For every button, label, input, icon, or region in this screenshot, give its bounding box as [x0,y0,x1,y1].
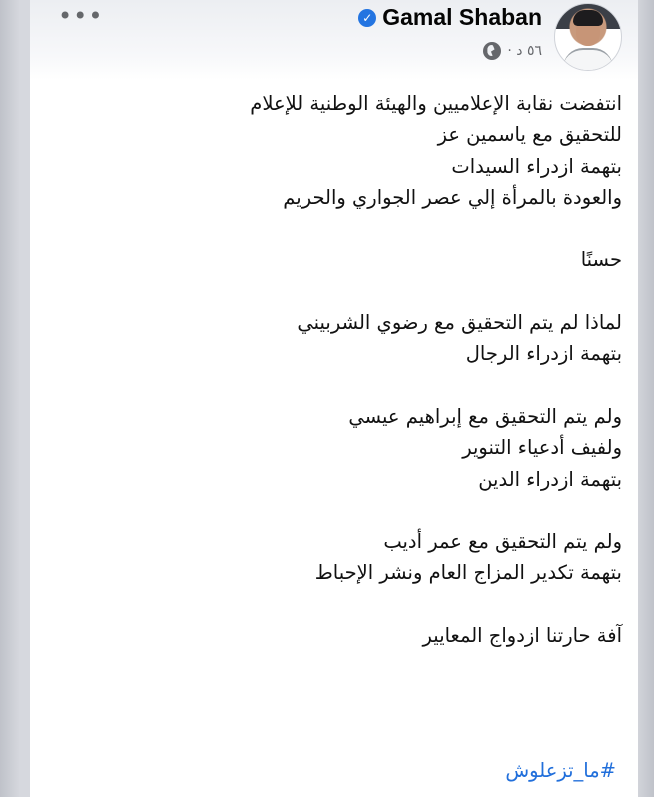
avatar[interactable] [554,3,622,71]
post-line: ولم يتم التحقيق مع عمر أديب [383,530,622,554]
blank-line [102,370,622,401]
post-text [102,88,622,651]
hashtag-link[interactable]: #ما_تزعلوش [505,759,616,782]
post-line: آفة حارتنا ازدواج المعايير [422,624,622,648]
post-line: بتهمة ازدراء الدين [478,467,622,491]
post-line: بتهمة تكدير المزاج العام ونشر الإحباط [314,561,622,585]
blank-line [102,276,622,307]
blank-line [102,213,622,244]
verified-badge-icon: ✓ [358,9,376,27]
author-name[interactable]: Gamal Shaban [382,4,542,30]
post-line: بتهمة ازدراء السيدات [451,154,622,178]
more-options-button[interactable] [58,4,103,28]
post-line: ولفيف أدعياء التنوير [462,436,622,460]
post-line: انتفضت نقابة الإعلاميين والهيئة الوطنية للإعلام [250,92,622,115]
avatar-shirt [563,48,613,71]
post-line: للتحقيق مع ياسمين عز [437,123,622,147]
more-options-icon: ••• [58,2,104,30]
globe-icon[interactable] [483,42,501,60]
blank-line [102,495,622,526]
author-row [358,4,542,31]
post-line: لماذا لم يتم التحقيق مع رضوي الشربيني [297,311,622,335]
post-meta [483,42,542,60]
post-line: حسنًا [580,248,622,272]
post-line: بتهمة ازدراء الرجال [465,342,622,366]
post-timestamp[interactable]: ٥٦ د · [507,43,542,59]
post-header [30,0,638,80]
blank-line [102,589,622,620]
avatar-hair [573,10,603,26]
post-card [30,0,638,797]
post-line: والعودة بالمرأة إلي عصر الجواري والحريم [283,185,622,209]
post-line: ولم يتم التحقيق مع إبراهيم عيسي [348,404,622,428]
